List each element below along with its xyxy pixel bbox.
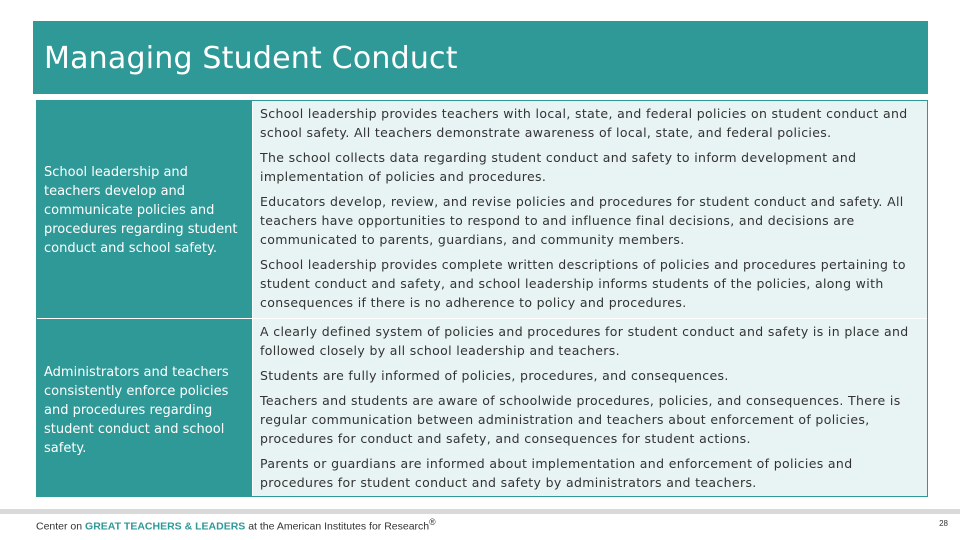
page-title: Managing Student Conduct [44, 41, 458, 76]
footer-credit [36, 517, 436, 533]
detail-item: Teachers and students are aware of schoolwide procedures, policies, and consequences. There is regular communication between administration and teachers about enforcement of policies, procedures for conduct and safety, and consequences for student actions. [260, 393, 901, 446]
table-row [37, 319, 927, 496]
detail-item: A clearly defined system of policies and procedures for student conduct and safety is in place and followed closely by all school leadership and teachers. [260, 324, 909, 358]
footer-prefix: Center on [36, 520, 86, 533]
title-bar [33, 21, 928, 94]
footer-registered-mark: ® [429, 517, 436, 527]
detail-item: Educators develop, review, and revise policies and procedures for student conduct and safety. All teachers have opportunities to respond to and influence final decisions, and decisions are communicated to parents, guardians, and community members. [260, 194, 904, 247]
footer-amp: & [181, 520, 196, 533]
detail-item: School leadership provides teachers with local, state, and federal policies on student conduct and school safety. All teachers demonstrate awareness of local, state, and federal policies. [260, 106, 908, 140]
table-row [37, 101, 927, 318]
page-number: 28 [939, 519, 948, 528]
footer-divider [0, 509, 960, 514]
detail-item: Students are fully informed of policies, procedures, and consequences. [260, 368, 729, 383]
row-details [253, 319, 927, 496]
footer-org-part2: LEADERS [195, 520, 246, 533]
row-details [253, 101, 927, 318]
row-heading: Administrators and teachers consistently enforce policies and procedures regarding student conduct and school safety. [37, 319, 252, 496]
footer-suffix: at the American Institutes for Research [245, 520, 430, 533]
detail-item: Parents or guardians are informed about implementation and enforcement of policies and procedures for student conduct and safety by administrators and teachers. [260, 456, 853, 490]
row-heading: School leadership and teachers develop and communicate policies and procedures regarding student conduct and school safety. [37, 101, 252, 318]
detail-item: School leadership provides complete written descriptions of policies and procedures pertaining to student conduct and safety, and school leadership informs students of the policies, along with consequences if there is no adherence to policy and procedures. [260, 257, 906, 310]
conduct-table [36, 100, 928, 497]
footer-org-part1: GREAT TEACHERS [85, 520, 182, 533]
detail-item: The school collects data regarding student conduct and safety to inform development and implementation of policies and procedures. [260, 150, 857, 184]
